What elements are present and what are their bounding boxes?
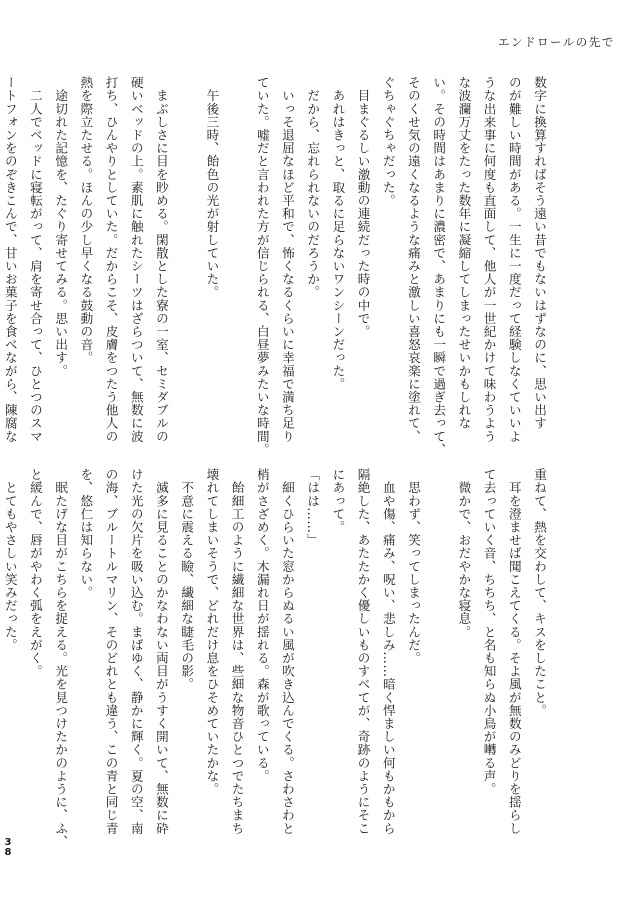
- blank-line: [224, 76, 249, 432]
- text-line: 微かで、おだやかな寝息。: [456, 468, 472, 639]
- blank-line: [426, 468, 451, 824]
- upper-text-column: [2, 76, 552, 456]
- text-line: い。その時間はあまりに濃密で、あまりにも一瞬で過ぎ去って、: [431, 76, 447, 456]
- text-line: を、悠仁は知らない。: [78, 468, 94, 599]
- running-title: エンドロールの先で: [498, 35, 615, 49]
- text-line: 不意に震える瞼、繊細な睫毛の影。: [179, 468, 195, 691]
- text-line: の海、ブルートルマリン、そのどれとも違う、この青と同じ青: [103, 468, 119, 835]
- text-line: 「はは……」: [305, 468, 321, 547]
- page-number: [3, 838, 13, 858]
- text-line: 打ち、ひんやりとしていた。だからこそ、皮膚をつたう他人の: [103, 76, 119, 443]
- text-line: 重ねて、熱を交わして、キスをしたこと。: [532, 468, 547, 717]
- text-line: けた光の欠片を吸い込む。まばゆく、静かに輝く。夏の空、南: [128, 468, 144, 835]
- text-line: 熱を際立たせる。ほんの少し早くなる鼓動の音。: [78, 76, 94, 365]
- text-line: 血や傷、痛み、呪い、悲しみ……暗く悍ましい何もかもから: [380, 468, 396, 835]
- text-line: ていた。嘘だと言われた方が信じられる、白昼夢みたいな時間。: [254, 76, 270, 456]
- text-line: 途切れた記憶を、たぐり寄せてみる。思い出す。: [53, 76, 69, 378]
- text-line: ートフォンをのぞきこんで、甘いお菓子を食べながら、陳腐な: [2, 76, 18, 443]
- text-line: 梢がさざめく。木漏れ日が揺れる。森が歌っている。: [254, 468, 270, 783]
- text-line: 隔絶した、あたたかく優しいものすべてが、奇跡のようにそこ: [355, 468, 371, 835]
- text-line: にあって。: [330, 468, 346, 534]
- text-line: 思わず、笑ってしまったんだ。: [406, 468, 421, 665]
- text-line: だから、忘れられないのだろうか。: [305, 76, 321, 299]
- text-line: うな出来事に何度も直面して、他人が一世紀かけて味わうよう: [481, 76, 497, 443]
- text-line: 二人でベッドに寝転がって、肩を寄せ合って、ひとつのスマ: [27, 76, 43, 443]
- text-line: 数字に換算すればそう遠い昔でもないはずなのに、思い出す: [532, 76, 547, 430]
- text-line: 午後三時、飴色の光が射していた。: [204, 76, 220, 299]
- text-line: まぶしさに目を眇める。閑散とした寮の一室、セミダブルの: [153, 76, 169, 443]
- blank-line: [174, 76, 199, 432]
- text-line: あれはきっと、取るに足らないワンシーンだった。: [330, 76, 346, 391]
- text-line: 耳を澄ませば聞こえてくる。そよ風が無数のみどりを揺らし: [506, 468, 522, 835]
- page-number-digit: 3: [4, 837, 12, 848]
- text-line: と緩んで、唇がやわく弧をえがく。: [27, 468, 43, 678]
- text-line: 飴細工のように繊細な世界は、些細な物音ひとつでたちまち: [229, 468, 245, 835]
- text-line: 滅多に見ることのかなわない両目がうすく開いて、無数に砕: [153, 468, 169, 835]
- text-line: 細くひらいた窓からぬるい風が吹き込んでくる。さわさわと: [279, 468, 295, 835]
- text-line: いっそ退屈なほど平和で、怖くなるくらいに幸福で満ち足り: [279, 76, 295, 443]
- text-line: 眠たげな目がこちらを捉える。光を見つけたかのように、ふ、: [53, 468, 69, 848]
- text-line: 硬いベッドの上。素肌に触れたシーツはざらついて、無数に波: [128, 76, 144, 443]
- text-line: のが難しい時間がある。一生に一度だって経験しなくていいよ: [506, 76, 522, 443]
- text-line: な波瀾万丈をたった数年に凝縮してしまったせいかもしれな: [456, 76, 472, 430]
- text-line: 壊れてしまいそうで、どれだけ息をひそめていたかな。: [204, 468, 220, 796]
- text-line: て去っていく音、ちちち、と名も知らぬ小鳥が囀る声。: [481, 468, 497, 796]
- text-line: そのくせ気の遠くなるような痛みと激しい喜怒哀楽に塗れて、: [405, 76, 421, 443]
- page-number-digit: 8: [4, 847, 12, 858]
- text-line: ぐちゃぐちゃだった。: [380, 76, 396, 207]
- lower-text-column: [2, 468, 552, 848]
- text-line: とてもやさしい笑みだった。: [2, 468, 18, 652]
- text-line: 目まぐるしい激動の連続だった時の中で。: [355, 76, 371, 338]
